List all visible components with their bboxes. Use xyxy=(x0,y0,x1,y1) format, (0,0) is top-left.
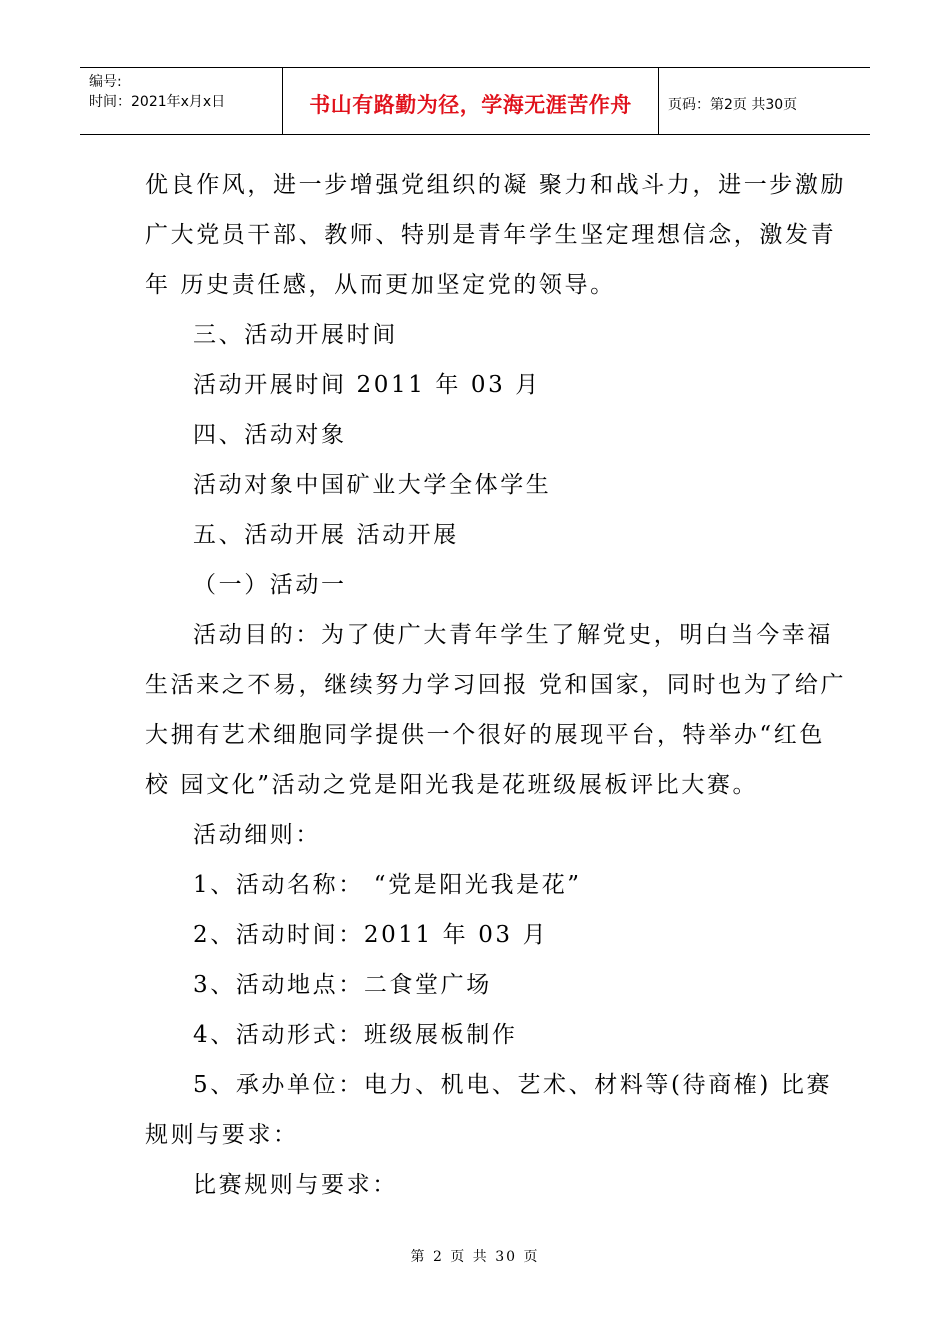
body-line: 2、活动时间：2011 年 03 月 xyxy=(193,922,549,948)
header-motto: 书山有路勤为径，学海无涯苦作舟 xyxy=(309,93,632,117)
body-line: 活动对象中国矿业大学全体学生 xyxy=(193,472,552,498)
body-line: 生活来之不易，继续努力学习回报 党和国家，同时也为了给广 xyxy=(145,672,847,698)
header-page-info: 页码：第2页 共30页 xyxy=(668,97,798,113)
body-line: 五、活动开展 活动开展 xyxy=(193,522,459,548)
page-footer: 第 2 页 共 30 页 xyxy=(410,1249,540,1265)
body-line: 规则与要求： xyxy=(145,1122,299,1148)
body-line: （一）活动一 xyxy=(193,572,347,598)
body-line: 活动开展时间 2011 年 03 月 xyxy=(193,372,541,398)
body-line: 年 历史责任感，从而更加坚定党的领导。 xyxy=(145,272,616,298)
body-line: 5、承办单位：电力、机电、艺术、材料等(待商榷) 比赛 xyxy=(193,1072,833,1098)
body-line: 1、活动名称： “党是阳光我是花” xyxy=(193,872,582,898)
body-line: 优良作风，进一步增强党组织的凝 聚力和战斗力，进一步激励 xyxy=(145,172,847,198)
body-line: 3、活动地点：二食堂广场 xyxy=(193,972,492,998)
body-line: 比赛规则与要求： xyxy=(193,1172,398,1198)
body-line: 4、活动形式：班级展板制作 xyxy=(193,1022,518,1048)
body-line: 活动目的：为了使广大青年学生了解党史，明白当今幸福 xyxy=(193,622,833,648)
page-header xyxy=(80,67,870,135)
body-line: 广大党员干部、教师、特别是青年学生坚定理想信念，激发青 xyxy=(145,222,837,248)
body-line: 校 园文化”活动之党是阳光我是花班级展板评比大赛。 xyxy=(145,772,759,798)
document-body xyxy=(145,160,847,1210)
body-line: 活动细则： xyxy=(193,822,321,848)
body-line: 大拥有艺术细胞同学提供一个很好的展现平台，特举办“红色 xyxy=(145,722,825,748)
body-line: 四、活动对象 xyxy=(193,422,347,448)
header-motto-cell xyxy=(283,68,659,134)
document-date: 时间：2021年x月x日 xyxy=(89,94,226,110)
body-line: 三、活动开展时间 xyxy=(193,322,398,348)
document-number-label: 编号: xyxy=(89,74,122,90)
header-meta xyxy=(80,68,283,134)
